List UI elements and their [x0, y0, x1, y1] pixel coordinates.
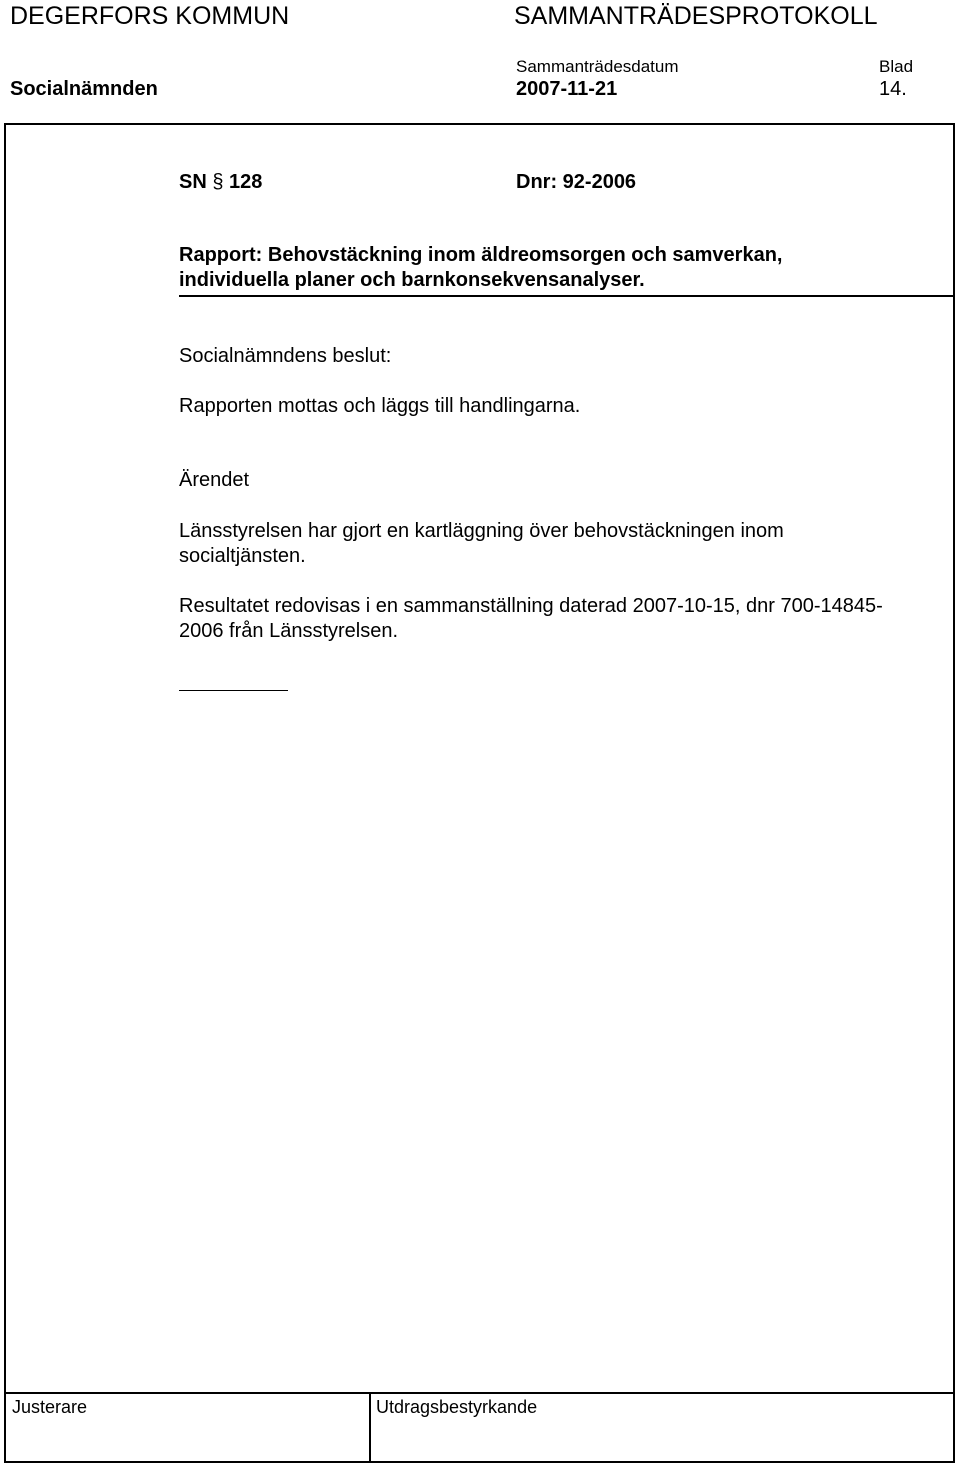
matter-para1-line1: Länsstyrelsen har gjort en kartläggning över behovstäckningen inom [179, 520, 784, 542]
committee-name: Socialnämnden [10, 78, 158, 100]
matter-para2-line1: Resultatet redovisas i en sammanställning daterad 2007-10-15, dnr 700-14845- [179, 595, 883, 617]
date-label: Sammanträdesdatum [516, 57, 679, 76]
adjuster-label: Justerare [12, 1397, 88, 1417]
case-number-value: 128 [229, 171, 263, 193]
meeting-date: 2007-11-21 [516, 78, 618, 100]
footer-divider-vertical [369, 1392, 371, 1463]
section-end-line [179, 690, 288, 691]
case-number [179, 171, 262, 194]
decision-heading: Socialnämndens beslut: [179, 345, 392, 367]
footer-divider-horizontal [4, 1392, 955, 1394]
certification-label: Utdragsbestyrkande [376, 1397, 538, 1417]
page-label: Blad [879, 57, 914, 76]
matter-para2-line2: 2006 från Länsstyrelsen. [179, 620, 399, 642]
organization-name: DEGERFORS KOMMUN [10, 2, 290, 30]
content-frame [4, 123, 955, 1463]
case-prefix: SN [179, 171, 207, 193]
case-dnr: Dnr: 92-2006 [516, 171, 637, 193]
matter-heading: Ärendet [179, 469, 250, 491]
case-title-line1: Rapport: Behovstäckning inom äldreomsorgen och samverkan, [179, 244, 783, 266]
title-underline [179, 295, 955, 297]
page-number: 14. [879, 78, 907, 100]
matter-para1-line2: socialtjänsten. [179, 545, 306, 567]
document-type: SAMMANTRÄDESPROTOKOLL [514, 2, 878, 30]
paragraph-symbol: § [212, 171, 224, 193]
case-title-line2: individuella planer och barnkonsekvensanalyser. [179, 269, 645, 291]
decision-text: Rapporten mottas och läggs till handlingarna. [179, 395, 581, 417]
